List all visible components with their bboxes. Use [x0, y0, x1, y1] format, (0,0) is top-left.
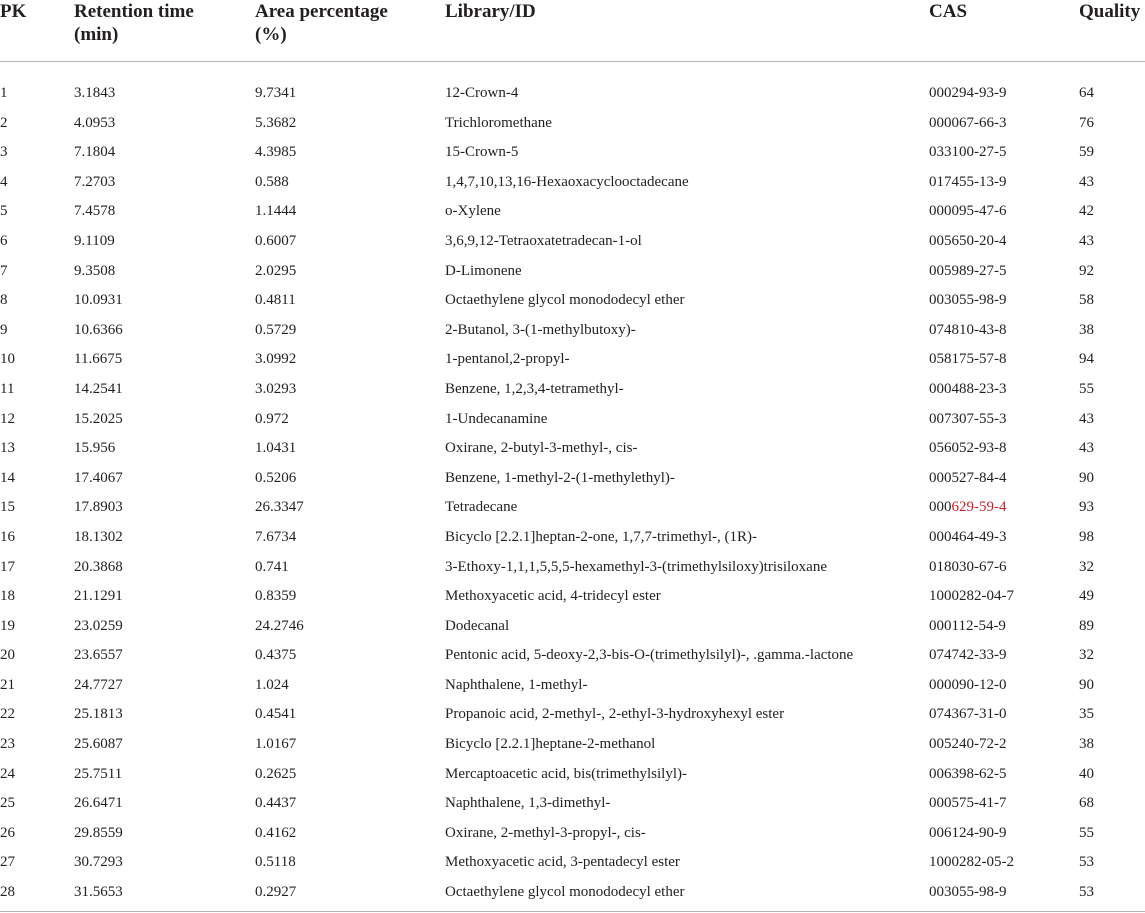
- cas-prefix: 000: [929, 499, 952, 516]
- cas-cell: 000090-12-0: [929, 676, 1007, 693]
- area-percentage-cell: 0.6007: [255, 232, 297, 249]
- cas-cell: 000575-41-7: [929, 795, 1007, 812]
- header-pk: PK: [0, 1, 27, 22]
- retention-time-cell: 29.8559: [74, 824, 123, 841]
- library-id-cell: Octaethylene glycol monododecyl ether: [445, 884, 685, 901]
- pk-cell: 7: [0, 262, 8, 279]
- pk-cell: 24: [0, 765, 15, 782]
- retention-time-cell: 3.1843: [74, 85, 116, 101]
- table-row: [0, 671, 1145, 701]
- table-row: [0, 641, 1145, 671]
- pk-cell: 6: [0, 232, 8, 249]
- retention-time-cell: 7.4578: [74, 203, 116, 220]
- retention-time-cell: 10.0931: [74, 292, 123, 309]
- area-percentage-cell: 0.741: [255, 558, 289, 575]
- pk-cell: 3: [0, 144, 8, 161]
- table-row: [0, 789, 1145, 819]
- cas-cell: 000464-49-3: [929, 528, 1007, 545]
- area-percentage-cell: 0.2927: [255, 884, 297, 901]
- retention-time-cell: 17.8903: [74, 499, 123, 516]
- library-id-cell: Benzene, 1-methyl-2-(1-methylethyl)-: [445, 469, 675, 486]
- cas-cell: 000294-93-9: [929, 85, 1007, 101]
- library-id-cell: Bicyclo [2.2.1]heptane-2-methanol: [445, 736, 656, 753]
- pk-cell: 20: [0, 647, 15, 664]
- quality-cell: 32: [1079, 558, 1094, 575]
- cas-cell: 018030-67-6: [929, 558, 1007, 575]
- pk-cell: 1: [0, 85, 8, 101]
- area-percentage-cell: 1.024: [255, 676, 289, 693]
- library-id-cell: Bicyclo [2.2.1]heptan-2-one, 1,7,7-trimethyl-, (1R)-: [445, 528, 757, 545]
- header-cas: CAS: [929, 1, 968, 22]
- pk-cell: 14: [0, 469, 15, 486]
- cas-cell: 033100-27-5: [929, 144, 1007, 161]
- table-row: [0, 375, 1145, 405]
- pk-cell: 2: [0, 114, 8, 131]
- pk-cell: 19: [0, 617, 15, 634]
- cas-cell: 003055-98-9: [929, 884, 1007, 901]
- quality-cell: 90: [1079, 676, 1094, 693]
- library-id-cell: Naphthalene, 1,3-dimethyl-: [445, 795, 611, 812]
- library-id-cell: Tetradecane: [445, 499, 518, 516]
- retention-time-cell: 30.7293: [74, 854, 123, 871]
- quality-cell: 92: [1079, 262, 1094, 279]
- area-percentage-cell: 1.0431: [255, 440, 297, 457]
- cas-cell: 000095-47-6: [929, 203, 1007, 220]
- cas-cell: 017455-13-9: [929, 173, 1007, 190]
- quality-cell: 58: [1079, 292, 1094, 309]
- quality-cell: 98: [1079, 528, 1094, 545]
- library-id-cell: 12-Crown-4: [445, 85, 519, 101]
- area-percentage-cell: 24.2746: [255, 617, 304, 634]
- area-percentage-cell: 2.0295: [255, 262, 297, 279]
- cas-cell: 074742-33-9: [929, 647, 1007, 664]
- pk-cell: 8: [0, 292, 8, 309]
- header-quality: Quality: [1079, 1, 1141, 22]
- area-percentage-cell: 0.8359: [255, 588, 297, 605]
- table-row: [0, 286, 1145, 316]
- library-id-cell: 1,4,7,10,13,16-Hexaoxacyclooctadecane: [445, 173, 689, 190]
- quality-cell: 55: [1079, 380, 1094, 397]
- pk-cell: 26: [0, 824, 15, 841]
- cas-cell: 000112-54-9: [929, 617, 1006, 634]
- quality-cell: 90: [1079, 469, 1094, 486]
- library-id-cell: Oxirane, 2-butyl-3-methyl-, cis-: [445, 440, 638, 457]
- retention-time-cell: 24.7727: [74, 676, 123, 693]
- area-percentage-cell: 3.0293: [255, 380, 297, 397]
- pk-cell: 11: [0, 380, 15, 397]
- pk-cell: 9: [0, 321, 8, 338]
- area-percentage-cell: 0.972: [255, 410, 289, 427]
- cas-cell: 1000282-05-2: [929, 854, 1014, 871]
- table-row: [0, 848, 1145, 878]
- area-percentage-cell: 5.3682: [255, 114, 297, 131]
- library-id-cell: Methoxyacetic acid, 4-tridecyl ester: [445, 588, 661, 605]
- retention-time-cell: 10.6366: [74, 321, 123, 338]
- retention-time-cell: 25.6087: [74, 736, 123, 753]
- quality-cell: 89: [1079, 617, 1094, 634]
- header-row: [0, 0, 1145, 62]
- library-id-cell: Naphthalene, 1-methyl-: [445, 676, 588, 693]
- table-row: [0, 760, 1145, 790]
- quality-cell: 42: [1079, 203, 1094, 220]
- cas-highlight: 629-59-4: [951, 499, 1007, 516]
- quality-cell: 43: [1079, 232, 1094, 249]
- area-percentage-cell: 1.1444: [255, 203, 297, 220]
- cas-cell: 058175-57-8: [929, 351, 1007, 368]
- cas-cell: [929, 493, 1079, 523]
- retention-time-cell: 18.1302: [74, 528, 123, 545]
- quality-cell: 38: [1079, 321, 1094, 338]
- table-row: [0, 523, 1145, 553]
- pk-cell: 23: [0, 736, 15, 753]
- quality-cell: 43: [1079, 410, 1094, 427]
- pk-cell: 16: [0, 528, 15, 545]
- quality-cell: 49: [1079, 588, 1094, 605]
- quality-cell: 53: [1079, 854, 1094, 871]
- library-id-cell: 1-pentanol,2-propyl-: [445, 351, 570, 368]
- area-percentage-cell: 26.3347: [255, 499, 304, 516]
- table-row: [0, 582, 1145, 612]
- pk-cell: 15: [0, 499, 15, 516]
- table-row: [0, 730, 1145, 760]
- table-row: [0, 553, 1145, 583]
- cas-cell: 007307-55-3: [929, 410, 1007, 427]
- pk-cell: 12: [0, 410, 15, 427]
- pk-cell: 17: [0, 558, 15, 575]
- retention-time-cell: 11.6675: [74, 351, 123, 368]
- retention-time-cell: 9.1109: [74, 232, 115, 249]
- pk-cell: 25: [0, 795, 15, 812]
- table-row: [0, 168, 1145, 198]
- cas-cell: 000067-66-3: [929, 114, 1007, 131]
- library-id-cell: Benzene, 1,2,3,4-tetramethyl-: [445, 380, 624, 397]
- area-percentage-cell: 0.588: [255, 173, 289, 190]
- table-row: [0, 257, 1145, 287]
- area-percentage-cell: 1.0167: [255, 736, 297, 753]
- table-row: [0, 109, 1145, 139]
- library-id-cell: Methoxyacetic acid, 3-pentadecyl ester: [445, 854, 680, 871]
- retention-time-cell: 23.6557: [74, 647, 123, 664]
- retention-time-cell: 20.3868: [74, 558, 123, 575]
- library-id-cell: 3-Ethoxy-1,1,1,5,5,5-hexamethyl-3-(trimethylsiloxy)trisiloxane: [445, 558, 828, 575]
- retention-time-cell: 7.2703: [74, 173, 116, 190]
- quality-cell: 35: [1079, 706, 1094, 723]
- pk-cell: 22: [0, 706, 15, 723]
- area-percentage-cell: 4.3985: [255, 144, 297, 161]
- library-id-cell: Propanoic acid, 2-methyl-, 2-ethyl-3-hydroxyhexyl ester: [445, 706, 785, 723]
- quality-cell: 32: [1079, 647, 1094, 664]
- area-percentage-cell: 0.4811: [255, 292, 296, 309]
- cas-cell: 006124-90-9: [929, 824, 1007, 841]
- table-row: [0, 197, 1145, 227]
- area-percentage-cell: 9.7341: [255, 85, 297, 101]
- table-row: [0, 434, 1145, 464]
- quality-cell: 76: [1079, 114, 1094, 131]
- area-percentage-cell: 0.2625: [255, 765, 297, 782]
- retention-time-cell: 14.2541: [74, 380, 123, 397]
- retention-time-cell: 25.1813: [74, 706, 123, 723]
- area-percentage-cell: 0.4437: [255, 795, 297, 812]
- quality-cell: 64: [1079, 85, 1094, 101]
- cas-cell: 074367-31-0: [929, 706, 1007, 723]
- retention-time-cell: 7.1804: [74, 144, 116, 161]
- cas-cell: 000527-84-4: [929, 469, 1007, 486]
- quality-cell: 43: [1079, 440, 1094, 457]
- library-id-cell: Octaethylene glycol monododecyl ether: [445, 292, 685, 309]
- quality-cell: 55: [1079, 824, 1094, 841]
- header-library-id: Library/ID: [445, 1, 536, 22]
- cas-cell: 005650-20-4: [929, 232, 1007, 249]
- quality-cell: 40: [1079, 765, 1094, 782]
- cas-cell: 1000282-04-7: [929, 588, 1014, 605]
- library-id-cell: Dodecanal: [445, 617, 510, 634]
- pk-cell: 13: [0, 440, 15, 457]
- quality-cell: 68: [1079, 795, 1094, 812]
- retention-time-cell: 21.1291: [74, 588, 123, 605]
- pk-cell: 5: [0, 203, 8, 220]
- table-row: [0, 493, 1145, 523]
- header-retention-time: Retention time (min): [74, 1, 194, 45]
- retention-time-cell: 9.3508: [74, 262, 116, 279]
- cas-cell: 000488-23-3: [929, 380, 1007, 397]
- cas-cell: 005240-72-2: [929, 736, 1007, 753]
- pk-cell: 4: [0, 173, 8, 190]
- area-percentage-cell: 0.4162: [255, 824, 297, 841]
- table-row: [0, 345, 1145, 375]
- table-row: [0, 316, 1145, 346]
- library-id-cell: 15-Crown-5: [445, 144, 519, 161]
- area-percentage-cell: 0.4375: [255, 647, 297, 664]
- library-id-cell: Oxirane, 2-methyl-3-propyl-, cis-: [445, 824, 646, 841]
- library-id-cell: 2-Butanol, 3-(1-methylbutoxy)-: [445, 321, 636, 338]
- table-row: [0, 700, 1145, 730]
- table-row: [0, 405, 1145, 435]
- library-id-cell: D-Limonene: [445, 262, 522, 279]
- table-body: [0, 62, 1145, 908]
- quality-cell: 38: [1079, 736, 1094, 753]
- quality-cell: 43: [1079, 173, 1094, 190]
- area-percentage-cell: 0.5729: [255, 321, 297, 338]
- cas-cell: 003055-98-9: [929, 292, 1007, 309]
- table-row: [0, 464, 1145, 494]
- library-id-cell: o-Xylene: [445, 203, 501, 220]
- library-id-cell: 1-Undecanamine: [445, 410, 548, 427]
- pk-cell: 28: [0, 884, 15, 901]
- quality-cell: 93: [1079, 499, 1094, 516]
- area-percentage-cell: 0.5118: [255, 854, 296, 871]
- quality-cell: 53: [1079, 884, 1094, 901]
- table-row: [0, 227, 1145, 257]
- pk-cell: 10: [0, 351, 15, 368]
- table-row: [0, 138, 1145, 168]
- quality-cell: 94: [1079, 351, 1094, 368]
- bottom-rule: [0, 911, 1145, 912]
- area-percentage-cell: 0.4541: [255, 706, 297, 723]
- library-id-cell: Mercaptoacetic acid, bis(trimethylsilyl)-: [445, 765, 687, 782]
- retention-time-cell: 23.0259: [74, 617, 123, 634]
- table-row: [0, 612, 1145, 642]
- pk-cell: 27: [0, 854, 15, 871]
- cas-cell: 005989-27-5: [929, 262, 1007, 279]
- area-percentage-cell: 0.5206: [255, 469, 297, 486]
- library-id-cell: 3,6,9,12-Tetraoxatetradecan-1-ol: [445, 232, 642, 249]
- table-row: [0, 819, 1145, 849]
- cas-cell: 074810-43-8: [929, 321, 1007, 338]
- header-area-percentage: Area percentage (%): [255, 1, 388, 45]
- pk-cell: 21: [0, 676, 15, 693]
- library-id-cell: Trichloromethane: [445, 114, 552, 131]
- area-percentage-cell: 7.6734: [255, 528, 297, 545]
- quality-cell: 59: [1079, 144, 1094, 161]
- retention-time-cell: 15.2025: [74, 410, 123, 427]
- retention-time-cell: 31.5653: [74, 884, 123, 901]
- table-row: [0, 878, 1145, 908]
- retention-time-cell: 15.956: [74, 440, 116, 457]
- cas-cell: 056052-93-8: [929, 440, 1007, 457]
- pk-cell: 18: [0, 588, 15, 605]
- retention-time-cell: 26.6471: [74, 795, 123, 812]
- retention-time-cell: 25.7511: [74, 765, 123, 782]
- library-id-cell: Pentonic acid, 5-deoxy-2,3-bis-O-(trimethylsilyl)-, .gamma.-lactone: [445, 647, 854, 664]
- table-row: [0, 62, 1145, 109]
- retention-time-cell: 17.4067: [74, 469, 123, 486]
- cas-cell: 006398-62-5: [929, 765, 1007, 782]
- area-percentage-cell: 3.0992: [255, 351, 297, 368]
- retention-time-cell: 4.0953: [74, 114, 116, 131]
